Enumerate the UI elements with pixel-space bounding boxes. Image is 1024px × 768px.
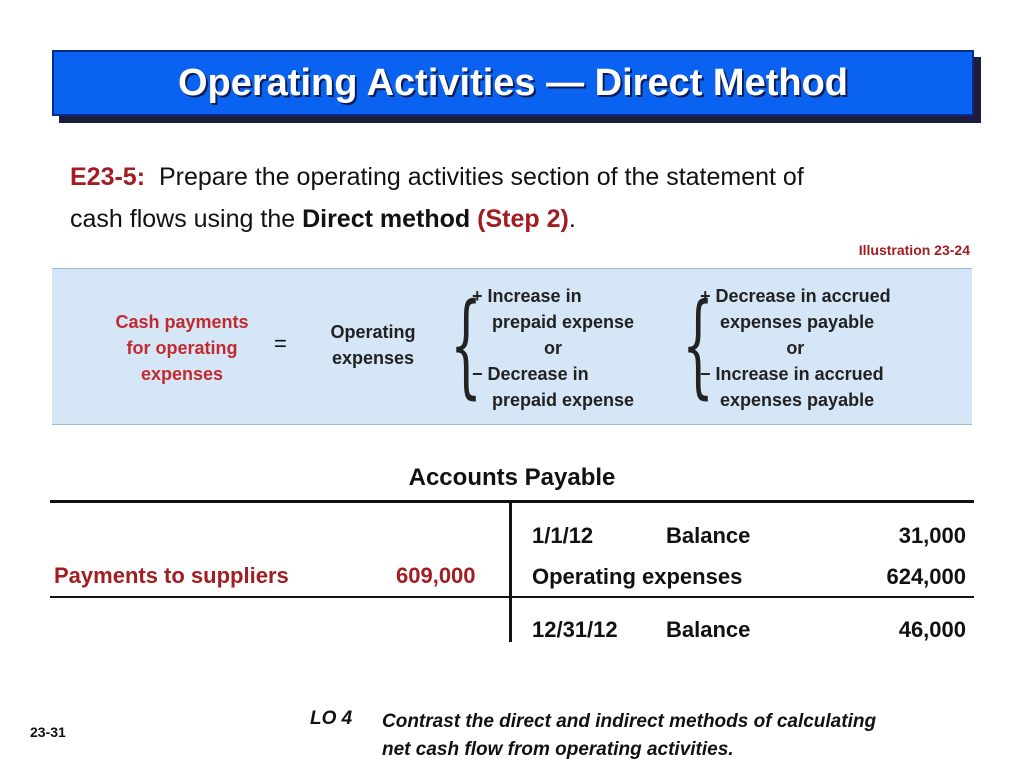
t-account-top-line xyxy=(50,500,974,503)
mid-line: prepaid expense xyxy=(492,312,635,332)
slide-number: 23-31 xyxy=(30,724,66,740)
equals-sign: = xyxy=(274,331,287,356)
debit-label: Payments to suppliers xyxy=(54,563,289,588)
ending-amount: 46,000 xyxy=(898,617,966,642)
t-account-total-line xyxy=(50,596,974,598)
credit-amount: 31,000 xyxy=(898,523,966,548)
debit-amount: 609,000 xyxy=(396,563,476,588)
mid-line: prepaid expense xyxy=(492,390,635,410)
lo-line-1: Contrast the direct and indirect methods of calculating xyxy=(382,711,877,732)
illustration-reference: Illustration 23-24 xyxy=(858,242,970,258)
formula-operating-expenses xyxy=(314,319,432,371)
intro-paragraph xyxy=(70,156,970,240)
t-account-title: Accounts Payable xyxy=(408,464,616,491)
opexp-line: expenses xyxy=(331,348,415,368)
mid-or: or xyxy=(544,338,563,358)
right-line: expenses payable xyxy=(720,312,875,332)
credit-date: Operating expenses xyxy=(532,564,743,589)
left-brace-icon: { xyxy=(682,280,715,410)
method-name: Direct method xyxy=(302,205,471,233)
formula-illustration xyxy=(52,268,972,425)
credit-desc: Balance xyxy=(666,523,751,548)
title-banner xyxy=(52,50,974,116)
formula-accrued-adjustment xyxy=(700,283,891,413)
lo-line-2: net cash flow from operating activities. xyxy=(382,739,734,760)
learning-objective-label: LO 4 xyxy=(310,708,353,729)
credit-amount: 624,000 xyxy=(886,564,966,589)
slide-title: Operating Activities — Direct Method xyxy=(177,62,849,104)
right-or: or xyxy=(786,338,805,358)
lhs-line: expenses xyxy=(140,364,224,384)
formula-lhs xyxy=(82,309,282,387)
exercise-code: E23-5: xyxy=(70,163,146,191)
learning-objective-text xyxy=(382,708,992,764)
lhs-line: Cash payments xyxy=(115,312,249,332)
left-brace-icon: { xyxy=(450,280,483,410)
right-line: − Increase in accrued xyxy=(700,364,884,384)
right-line: expenses payable xyxy=(720,390,875,410)
ending-desc: Balance xyxy=(666,617,751,642)
right-line: + Decrease in accrued xyxy=(700,286,891,306)
credit-date: 1/1/12 xyxy=(532,523,594,548)
mid-line: + Increase in xyxy=(472,286,582,306)
step-label: (Step 2) xyxy=(477,205,569,233)
intro-period: . xyxy=(568,205,576,233)
t-account-divider xyxy=(509,500,512,642)
intro-line-2: cash flows using the xyxy=(70,205,296,233)
ending-date: 12/31/12 xyxy=(532,617,618,642)
opexp-line: Operating xyxy=(330,322,416,342)
intro-line-1: Prepare the operating activities section of the statement of xyxy=(158,163,804,191)
formula-prepaid-adjustment xyxy=(472,283,634,413)
mid-line: − Decrease in xyxy=(472,364,589,384)
lhs-line: for operating xyxy=(126,338,238,358)
